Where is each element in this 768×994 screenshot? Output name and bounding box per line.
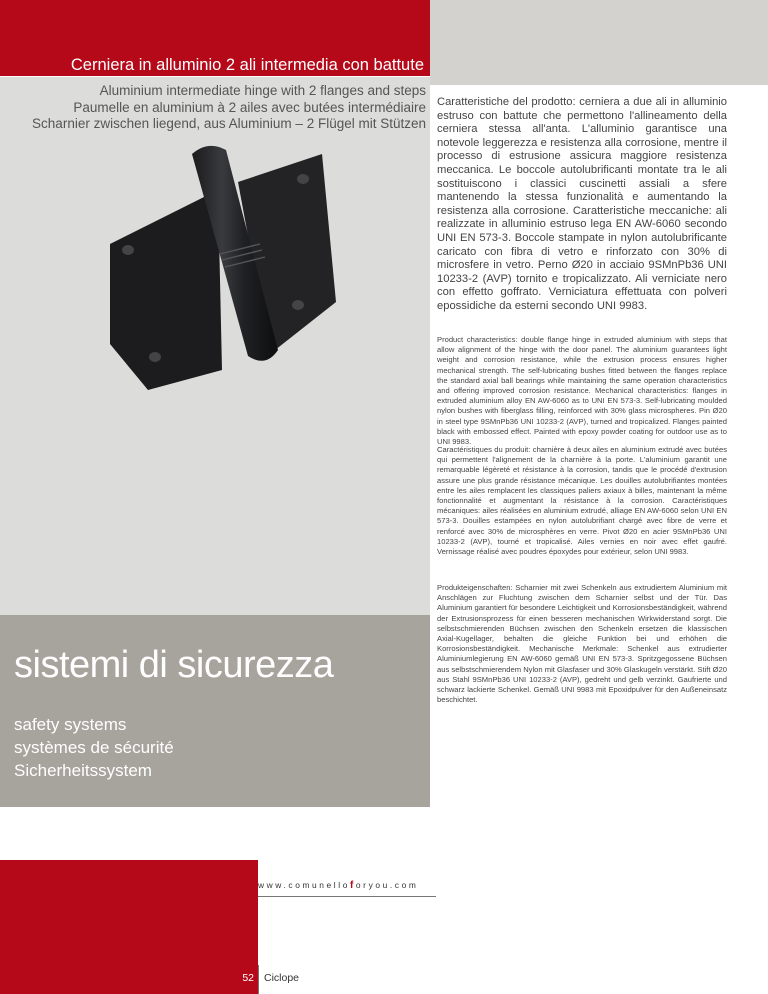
hole-icon [292, 300, 304, 310]
subtitle-group [32, 83, 426, 133]
hole-icon [149, 352, 161, 362]
category-title: sistemi di sicurezza [14, 644, 334, 686]
description-it: Caratteristiche del prodotto: cerniera a due ali in alluminio estruso con battute che permettono l'allineamento della cerniera stessa all'anta. L'alluminio garantisce una notevole leggerezza e resistenza alla corrosione, mentre il processo di estrusione assicura maggiore resistenza meccanica. Le boccole autolubrificanti montate tra le ali sostituiscono i classici cuscinetti assiali a sfere mantenendo la stessa funzionalità e aumentando la resistenza alla corrosione. Caratteristiche meccaniche: ali realizzate in alluminio estruso lega EN AW-6060 secondo UNI EN 573-3. Boccole stampate in nylon autolubrificante caricato con fibra di vetro e rinforzato con 30% di microsfere in vetro. Perno Ø20 in acciaio 9SMnPb36 UNI 10233-2 (AVP) tornito e tropicalizzato. Ali verniciate nero con effetto goffrato. Verniciatura effettuata con polveri epossidiche da esterni secondo UNI 9983. [437, 96, 727, 312]
product-brand: Ciclope [264, 972, 300, 984]
page-divider [258, 965, 259, 994]
footer-red-band [0, 860, 258, 994]
website-link[interactable]: www.comunelloforyou.com [258, 880, 419, 891]
subtitle-en: Aluminium intermediate hinge with 2 flanges and steps [99, 83, 426, 98]
subtitle-fr: Paumelle en aluminium à 2 ailes avec butées intermédiaire [73, 99, 426, 115]
description-en: Product characteristics: double flange hinge in extruded aluminium with steps that allow alignment of the hinge with the door panel. The aluminium guarantees light weight and corrosion resistance, while the extrusion process ensures higher mechanical strength. The self-lubricating bushes fitted between the flanges replace the standard axial ball bearings while maintaining the same operation characteristics and offering improved corrosion resistance. Mechanical characteristics: flanges in extruded aluminium alloy EN AW-6060 as to UNI EN 573-3. Self-lubricating moulded nylon bushes with fiberglass filling, reinforced with 30% glass microspheres. Pin Ø20 in steel type 9SMnPb36 UNI 10233-2 (AVP), turned and tropicalized. Flanges painted black with embossed effect. Painted with epoxy powder coating for outdoor use as to UNI 9983. [437, 335, 727, 447]
hole-icon [122, 245, 134, 255]
hinge-left-flange [110, 190, 222, 390]
category-en: safety systems [14, 715, 127, 734]
product-title: Cerniera in alluminio 2 ali intermedia con battute [0, 53, 430, 77]
footer-divider [258, 896, 436, 897]
header-gray-block [430, 0, 768, 85]
description-fr: Caractéristiques du produit: charnière à deux ailes en aluminium extrudé avec butées qui permettent l'alignement de la charnière à la porte. L'aluminium garantit une remarquable légèreté et résistance à la corrosion, tandis que le procédé d'extrusion assure une plus grande résistance mécanique. Les douilles autolubrifiantes montées entre les ailes remplacent les classiques paliers axiaux à billes, maintenant la même fonctionnalité et augmentant la résistance à la corrosion. Caractéristiques mécaniques: ailes réalisées en aluminium extrudé, alliage EN AW-6060 selon UNI EN 573-3. Douilles estampées en nylon autolubrifiant chargé avec fibre de verre et renforcé avec 30% de microsphères en verre. Pivot Ø20 en acier 9SMnPb36 UNI 10233-2 (AVP), tourné et tropicalisé. Ailes vernies en noir avec effet gaufré. Vernissage réalisé avec poudres époxydes pour extérieur, selon UNI 9983. [437, 445, 727, 557]
subtitle-de: Scharnier zwischen liegend, aus Aluminium – 2 Flügel mit Stützen [32, 116, 426, 131]
description-de: Produkteigenschaften: Scharnier mit zwei Schenkeln aus extrudiertem Aluminium mit Anschlägen zur Fluchtung zwischen dem Scharnier selbst und der Tür. Das Aluminium garantiert für besondere Leichtigkeit und Korrosionsbeständigkeit, während der Extrusionsprozess für einen besseren mechanischen Wirkwiderstand sorgt. Die selbstschmierenden Büchsen zwischen den Schenkeln ersetzen die klassischen Axial-Kugellager, behalten die gleiche Funktion bei und erhöhen die Korrosionsbeständigkeit. Mechanische Merkmale: Schenkel aus extrudierter Aluminiumlegierung EN AW-6060 gemäß UNI EN 573-3. Spritzgegossene Büchsen aus selbstschmierendem Nylon mit Glasfaser und 30% Glaskugeln verstärkt. Stift Ø20 aus Stahl 9SMnPb36 UNI 10233-2 (AVP), gedreht und gelb verzinkt. Gaufrierte und schwarz lackierte Schenkel. Gemäß UNI 9983 mit Epoxidpulver für den Außeneinsatz beschichtet. [437, 583, 727, 705]
hinge-photo [110, 132, 390, 392]
page-number: 52 [242, 972, 254, 984]
category-de: Sicherheitssystem [14, 761, 152, 780]
hole-icon [297, 174, 309, 184]
category-fr: systèmes de sécurité [14, 738, 174, 757]
